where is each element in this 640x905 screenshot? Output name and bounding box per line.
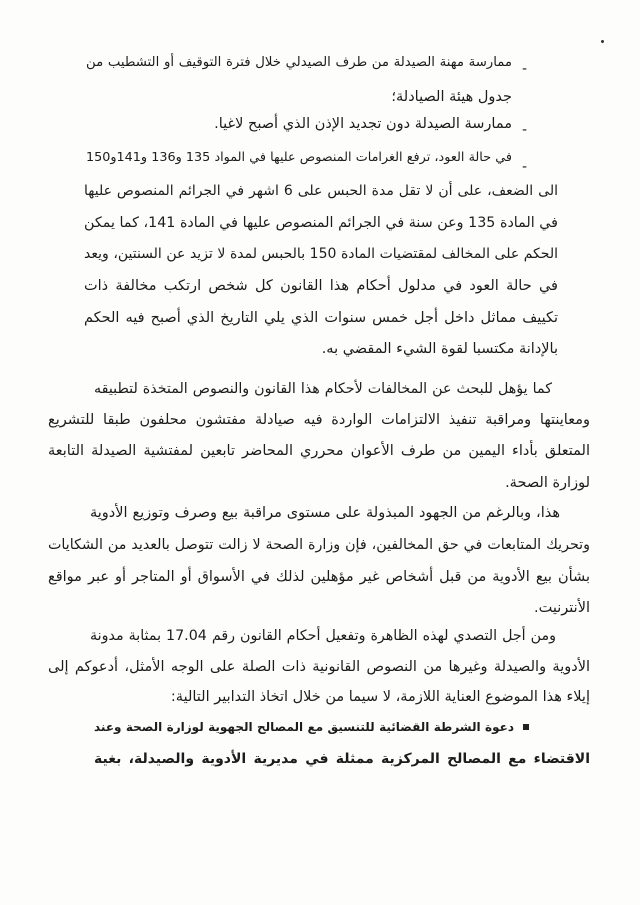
list-item-3-line-3: في المادة 135 وعن سنة في الجرائم المنصوص عليها في المادة 141، كما يمكن (84, 215, 558, 231)
list-item-3-line-5: في حالة العود في مدلول أحكام هذا القانون كل شخص ارتكب مخالفة ذات (84, 278, 558, 294)
paragraph-2-line-3: بشأن بيع الأدوية من قبل أشخاص غير مؤهلين لذلك في الأسواق أو المتاجر أو عبر مواقع (48, 569, 590, 585)
paragraph-1-line-3: المتعلق بأداء اليمين من طرف الأعوان محرري المحاضر تابعين لمفتشية الصيدلة التابعة (48, 443, 590, 459)
measure-1-line-2: الاقتضاء مع المصالح المركزية ممثلة في مديرية الأدوية والصيدلة، بغية (94, 751, 590, 767)
paragraph-2-line-2: وتحريك المتابعات في حق المخالفين، فإن وزارة الصحة لا زالت تتوصل بالعديد من الشكايات (48, 537, 590, 553)
list-item-3-line-6: تكييف مماثل داخل أجل خمس سنوات الذي يلي التاريخ الذي أصبح فيه الحكم (84, 310, 558, 326)
paragraph-1-line-1: كما يؤهل للبحث عن المخالفات لأحكام هذا القانون والنصوص المتخذة لتطبيقه (94, 381, 552, 397)
paragraph-3-line-2: الأدوية والصيدلة وغيرها من النصوص القانونية ذات الصلة على الوجه الأمثل، أدعوكم إلى (48, 659, 590, 675)
list-item-3-line-4: الحكم على المخالف لمقتضيات المادة 150 بالحبس لمدة لا تزيد عن السنتين، ويعد (84, 246, 558, 262)
list-item-3-line-2: الى الضعف، على أن لا تقل مدة الحبس على 6 اشهر في الجرائم المنصوص عليها (84, 183, 559, 199)
speck-mark (601, 40, 604, 43)
list-dash: - (522, 159, 528, 175)
paragraph-2-line-4: الأنترنيت. (534, 600, 590, 616)
paragraph-1-line-4: لوزارة الصحة. (505, 475, 590, 491)
square-bullet (523, 724, 529, 730)
list-item-3-line-1: في حالة العود، ترفع الغرامات المنصوص عليها في المواد 135 و136 و141و150 (86, 150, 512, 165)
list-dash: - (522, 61, 528, 77)
list-item-1-line-1: ممارسة مهنة الصيدلة من طرف الصيدلي خلال فترة التوقيف أو التشطيب من (86, 55, 512, 70)
paragraph-3-line-1: ومن أجل التصدي لهذه الظاهرة وتفعيل أحكام القانون رقم 17.04 بمثابة مدونة (90, 628, 556, 644)
paragraph-1-line-2: ومعاينتها ومراقبة تنفيذ الالتزامات الواردة فيه صيادلة مفتشون محلفون طبقا للتشريع (48, 412, 590, 428)
paragraph-2-line-1: هذا، وبالرغم من الجهود المبذولة على مستوى مراقبة بيع وصرف وتوزيع الأدوية (90, 505, 560, 521)
paragraph-3-line-3: إيلاء هذا الموضوع العناية اللازمة، لا سيما من خلال اتخاذ التدابير التالية: (170, 689, 590, 705)
measure-1-line-1: دعوة الشرطة القضائية للتنسيق مع المصالح الجهوية لوزارة الصحة وعند (94, 720, 514, 734)
list-dash: - (522, 122, 528, 138)
list-item-1-line-2: جدول هيئة الصيادلة؛ (391, 89, 512, 105)
list-item-2-line-1: ممارسة الصيدلة دون تجديد الإذن الذي أصبح لاغيا. (214, 116, 512, 132)
list-item-3-line-7: بالإدانة مكتسبا لقوة الشيء المقضي به. (321, 341, 558, 357)
